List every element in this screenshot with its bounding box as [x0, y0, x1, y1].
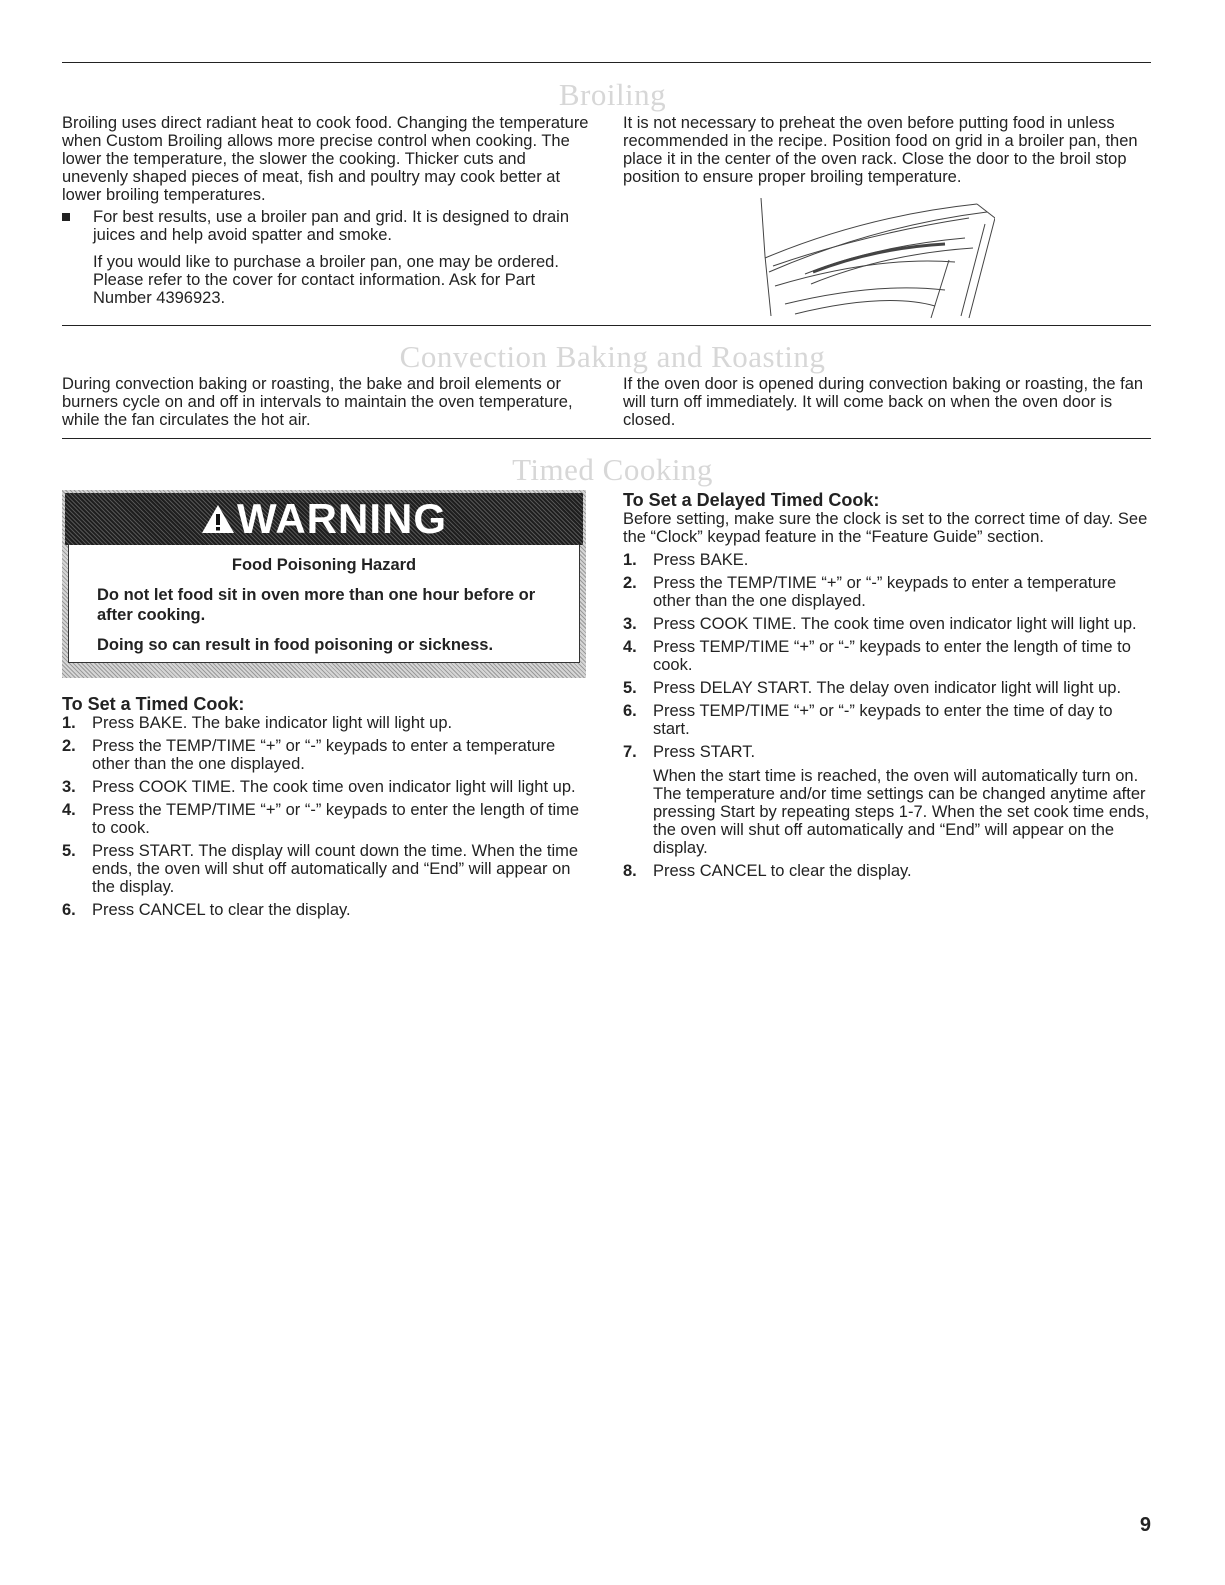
step-text: Press COOK TIME. The cook time oven indicator light will light up. [92, 778, 576, 796]
step-text: Press the TEMP/TIME “+” or “-” keypads to enter a temperature other than the one displayed. [653, 574, 1117, 610]
step-text: Press BAKE. The bake indicator light will light up. [92, 714, 453, 732]
list-item [623, 638, 1153, 674]
broiling-title: Broiling [558, 77, 667, 112]
convection-left-text: During convection baking or roasting, the bake and broil elements or burners cycle on and off in intervals to maintain the oven temperature, while the fan circulates the hot air. [62, 375, 573, 429]
list-item [62, 842, 590, 896]
warning-label: WARNING [237, 495, 447, 542]
list-item [623, 615, 1153, 633]
convection-rule [62, 325, 1151, 326]
list-item [623, 551, 1153, 569]
delayed-cook-intro: Before setting, make sure the clock is set to the correct time of day. See the “Clock” keypad feature in the “Feature Guide” section. [623, 510, 1148, 546]
step-text: Press BAKE. [653, 551, 749, 569]
broiling-left-column [62, 114, 592, 307]
broiling-bullet-text: For best results, use a broiler pan and grid. It is designed to drain juices and help avoid spatter and smoke. [93, 208, 570, 244]
list-item [62, 801, 590, 837]
step-text: Press CANCEL to clear the display. [92, 901, 351, 919]
list-item [62, 737, 590, 773]
step-number: 6. [623, 702, 637, 720]
step-text: Press the TEMP/TIME “+” or “-” keypads to enter the length of time to cook. [92, 801, 580, 837]
step-text: Press START. [653, 743, 756, 761]
step-number: 7. [623, 743, 637, 761]
warning-line-2: Doing so can result in food poisoning or sickness. [97, 636, 494, 654]
list-item [623, 679, 1153, 697]
list-item [623, 574, 1153, 610]
delayed-cook-column [623, 490, 1153, 885]
broiling-right-column [623, 114, 1153, 186]
oven-broil-door-illustration [755, 196, 995, 322]
timed-cook-heading: To Set a Timed Cook: [62, 694, 245, 714]
broiling-bullet [62, 208, 592, 244]
step-number: 1. [623, 551, 637, 569]
step-text: Press CANCEL to clear the display. [653, 862, 912, 880]
timed-rule [62, 438, 1151, 439]
step-text: Press START. The display will count down the time. When the time ends, the oven will shut off automatically and “End” will appear on the display. [92, 842, 579, 896]
timed-cook-steps [62, 714, 590, 919]
step-number: 1. [62, 714, 76, 732]
broiling-instructions: It is not necessary to preheat the oven before putting food in unless recommended in the recipe. Position food on grid in a broiler pan, then place it in the center of the oven rack. Close the door to the broil stop position to ensure proper broiling temperature. [623, 114, 1138, 186]
step-text: Press COOK TIME. The cook time oven indicator light will light up. [653, 615, 1137, 633]
step-text: Press DELAY START. The delay oven indicator light will light up. [653, 679, 1122, 697]
delayed-cook-heading: To Set a Delayed Timed Cook: [623, 490, 880, 510]
step-note: When the start time is reached, the oven will automatically turn on. The temperature and/or time settings can be changed anytime after pressing Start by repeating steps 1-7. When the set cook time ends, the oven will shut off automatically and “End” will appear on the display. [653, 767, 1150, 857]
broiling-intro: Broiling uses direct radiant heat to cook food. Changing the temperature when Custom Broiling allows more precise control when cooking. The lower the temperature, the slower the cooking. Thicker cuts and unevenly shaped pieces of meat, fish and poultry may cook better at lower broiling temperatures. [62, 114, 589, 204]
convection-left-column [62, 375, 592, 429]
list-item [623, 743, 1153, 857]
delayed-cook-steps [623, 551, 1153, 880]
step-number: 2. [62, 737, 76, 755]
top-rule [62, 62, 1151, 63]
list-item [623, 862, 1153, 880]
list-item [62, 778, 590, 796]
convection-title: Convection Baking and Roasting [399, 339, 826, 374]
list-item [62, 901, 590, 919]
warning-box [62, 490, 586, 678]
step-number: 5. [623, 679, 637, 697]
step-number: 5. [62, 842, 76, 860]
convection-right-text: If the oven door is opened during convection baking or roasting, the fan will turn off immediately. It will come back on when the oven door is closed. [623, 375, 1144, 429]
warning-header [65, 493, 583, 545]
step-number: 2. [623, 574, 637, 592]
step-number: 6. [62, 901, 76, 919]
step-text: Press the TEMP/TIME “+” or “-” keypads to enter a temperature other than the one displayed. [92, 737, 556, 773]
list-item [62, 714, 590, 732]
warning-line-1: Do not let food sit in oven more than one hour before or after cooking. [97, 586, 536, 624]
step-number: 4. [623, 638, 637, 656]
step-text: Press TEMP/TIME “+” or “-” keypads to enter the length of time to cook. [653, 638, 1131, 674]
timed-cook-column [62, 694, 590, 924]
step-number: 4. [62, 801, 76, 819]
warning-triangle-icon [201, 504, 235, 534]
step-text: Press TEMP/TIME “+” or “-” keypads to enter the time of day to start. [653, 702, 1113, 738]
bullet-square-icon [62, 213, 70, 221]
convection-right-column [623, 375, 1153, 429]
step-number: 3. [623, 615, 637, 633]
step-number: 8. [623, 862, 637, 880]
step-number: 3. [62, 778, 76, 796]
page-number: 9 [1139, 1514, 1151, 1536]
list-item [623, 702, 1153, 738]
broiling-pan-note: If you would like to purchase a broiler pan, one may be ordered. Please refer to the cover for contact information. Ask for Part Number 4396923. [93, 253, 559, 307]
warning-body [68, 545, 580, 663]
warning-hazard: Food Poisoning Hazard [231, 556, 417, 574]
timed-cooking-title: Timed Cooking [512, 452, 713, 487]
